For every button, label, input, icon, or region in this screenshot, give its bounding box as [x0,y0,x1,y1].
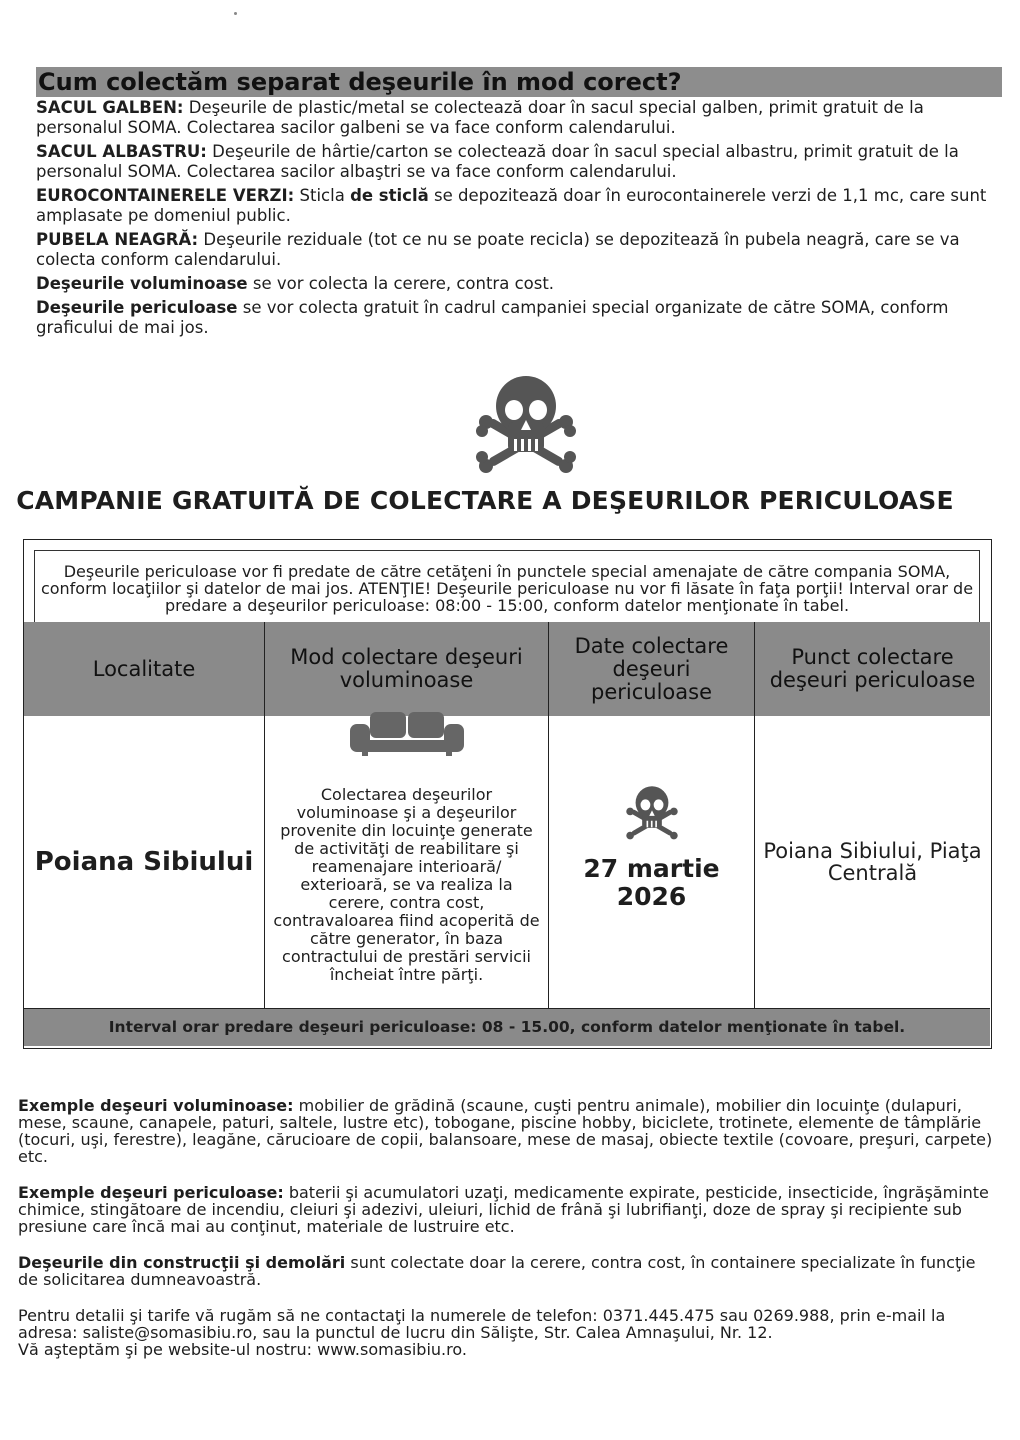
column-header-bulky-mode: Mod colectare deşeuri voluminoase [265,622,549,716]
examples-section [18,1097,998,1358]
bulky-examples [18,1097,998,1165]
examples-label: Exemple deşeuri periculoase: [18,1183,284,1202]
rule-text: se depozitează doar în eurocontainerele verzi de 1,1 mc, care sunt amplasate pe domeniul public. [36,186,987,225]
column-header-locality: Localitate [24,622,265,716]
column-header-hazard-point: Punct colectare deşeuri periculoase [755,622,990,716]
cell-locality [24,716,265,1008]
rule-label: Deşeurile periculoase [36,298,238,317]
examples-label: Exemple deşeuri voluminoase: [18,1096,294,1115]
rule-text: se vor colecta la cerere, contra cost. [247,274,555,293]
website-text: Vă aşteptăm şi pe website-ul nostru: www.somasibiu.ro. [18,1340,467,1359]
rule-hazardous-waste [36,298,1000,338]
rule-label: EUROCONTAINERELE VERZI: [36,186,295,205]
rule-label: SACUL GALBEN: [36,98,184,117]
cell-hazard-date [549,716,755,1008]
rule-black-bin [36,230,1000,270]
examples-text: sunt colectate doar la cerere, contra cost, în containere specializate în funcţie de solicitarea dumneavoastră. [18,1253,976,1289]
construction-waste [18,1254,998,1288]
rule-text: Sticla [294,186,351,205]
hazard-examples [18,1184,998,1235]
scan-speck [234,12,237,15]
bulky-collection-text: Colectarea deşeurilor voluminoase şi a deşeurilor provenite din locuinţe generate de activităţi de reabilitare şi reamenajare interioară/ exterioară, se va realiza la cerere, contra cost, contravaloarea fiind acoperită de către generator, în baza contractului de prestări servicii încheiat între părţi. [273,785,540,984]
contact-info [18,1307,998,1358]
campaign-notice: Deşeurile periculoase vor fi predate de către cetăţeni în punctele special amenajate de către compania SOMA, conform locaţiilor şi datelor de mai jos. ATENŢIE! Deşeurile periculoase nu vor fi lăsate în faţa porţii! Interval orar de predare a deşeurilor periculoase: 08:00 - 15:00, conform datelor menţionate în tabel. [34,550,980,630]
rule-blue-bag [36,142,1000,182]
rule-text: se vor colecta gratuit în cadrul campaniei special organizate de către SOMA, conform graficului de mai jos. [36,298,949,337]
rule-text: Deşeurile de hârtie/carton se colectează doar în sacul special albastru, primit gratuit de la personalul SOMA. Colectarea sacilor albaştri se va face conform calendarului. [36,142,959,181]
rule-text: Deşeurile reziduale (tot ce nu se poate recicla) se depozitează în pubela neagră, care se va colecta conform calendarului. [36,230,960,269]
collection-date: 27 martie 2026 [583,854,720,911]
cell-hazard-point [755,716,990,1008]
examples-text: baterii şi acumulatori uzaţi, medicamente expirate, pesticide, insecticide, îngrăşăminte chimice, stingătoare de incendiu, cleiuri şi adezivi, uleiuri, lichid de frână şi lubrifianţi, doze de spray şi recipiente sub presiune care încă mai au conţinut, materiale de lustruire etc. [18,1183,989,1236]
sofa-icon [348,710,466,756]
sorting-rules [36,98,1000,342]
rule-label: PUBELA NEAGRĂ: [36,230,199,249]
rule-label: Deşeurile voluminoase [36,274,248,293]
section-title: Cum colectăm separat deşeurile în mod corect? [36,67,1002,97]
collection-point: Poiana Sibiului, Piaţa Centrală [763,839,982,885]
collection-table [24,622,990,1008]
examples-label: Deşeurile din construcţii şi demolări [18,1253,346,1272]
rule-bulky-waste [36,274,1000,294]
campaign-panel [23,539,992,1049]
rule-emphasis: de sticlă [350,186,429,205]
skull-crossbones-icon [621,783,683,841]
examples-text: mobilier de grădină (scaune, cuşti pentru animale), mobilier din locuinţe (dulapuri, mese, scaune, canapele, paturi, saltele, lustre etc), tobogane, piscine hobby, biciclete, trotinete, elemente de tâmplărie (tocuri, uşi, ferestre), leagăne, cărucioare de copii, balansoare, mese de masaj, obiecte textile (covoare, preşuri, carpete) etc. [18,1096,993,1166]
table-footer: Interval orar predare deşeuri periculoase: 08 - 15.00, conform datelor menţionate în tabel. [24,1008,990,1046]
cell-bulky-mode [265,716,549,1008]
rule-label: SACUL ALBASTRU: [36,142,207,161]
column-header-hazard-date: Date colectare deşeuri periculoase [549,622,755,716]
locality-name: Poiana Sibiului [34,847,254,877]
rule-green-containers [36,186,1000,226]
campaign-title: CAMPANIE GRATUITĂ DE COLECTARE A DEŞEURILOR PERICULOASE [16,486,954,515]
rule-text: Deşeurile de plastic/metal se colectează doar în sacul special galben, primit gratuit de la personalul SOMA. Colectarea sacilor galbeni se va face conform calendarului. [36,98,924,137]
contact-text: Pentru detalii şi tarife vă rugăm să ne contactaţi la numerele de telefon: 0371.445.475 sau 0269.988, prin e-mail la adresa: saliste@somasibiu.ro, sau la punctul de lucru din Sălişte, Str. Calea Amnaşului, Nr. 12. [18,1306,946,1342]
rule-yellow-bag [36,98,1000,138]
skull-crossbones-icon [470,370,582,476]
